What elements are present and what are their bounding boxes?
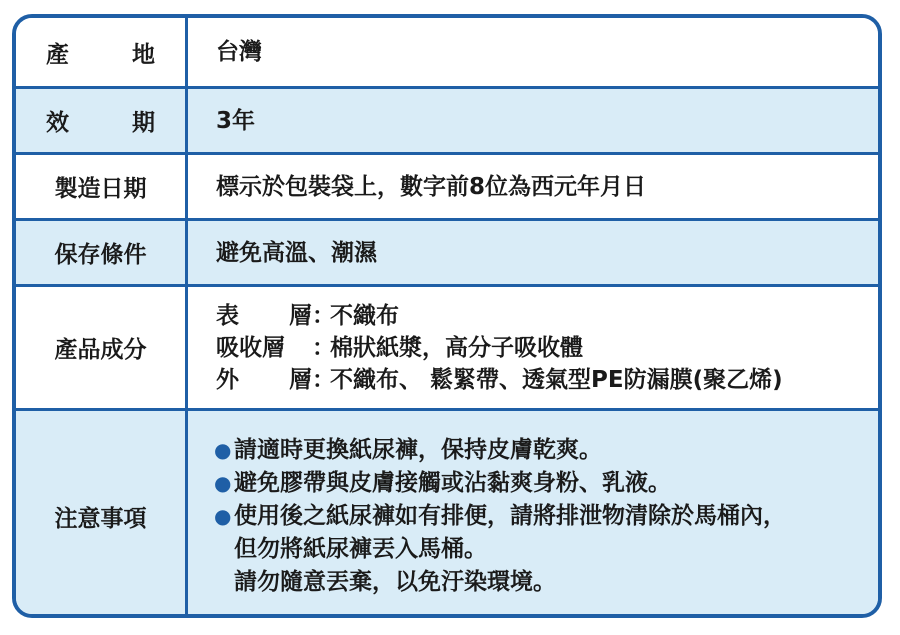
validity-label — [16, 89, 188, 152]
row-ingredients — [16, 284, 878, 408]
ingredient-key-char-2: 層 — [289, 366, 312, 393]
ingredient-colon: ： — [312, 334, 335, 361]
mfg-date-value: 標示於包裝袋上，數字前8位為西元年月日 — [216, 173, 647, 200]
bullet-icon: ● — [214, 438, 232, 462]
validity-label-char-2: 期 — [132, 110, 155, 136]
ingredient-key — [216, 364, 312, 396]
validity-label-char-1: 效 — [46, 110, 69, 136]
note-continuation: 請勿隨意丟棄，以免汙染環境。 — [234, 569, 556, 595]
row-storage — [16, 218, 878, 284]
note-text: 使用後之紙尿褲如有排便，請將排泄物清除於馬桶內， — [234, 503, 786, 529]
ingredient-item — [216, 332, 878, 364]
ingredient-item — [216, 364, 878, 396]
mfg-date-label: 製造日期 — [16, 155, 188, 218]
validity-value: 3年 — [216, 107, 256, 134]
row-validity — [16, 86, 878, 152]
bullet-icon: ● — [214, 471, 232, 495]
storage-value: 避免高溫、潮濕 — [216, 239, 377, 266]
bullet-icon: ● — [214, 504, 232, 528]
row-notes — [16, 408, 878, 618]
ingredient-key — [216, 300, 312, 332]
notes-label: 注意事項 — [16, 411, 188, 618]
ingredient-value: 不織布 — [330, 302, 399, 329]
note-item — [214, 434, 878, 467]
notes-list — [188, 411, 878, 618]
row-origin — [16, 18, 878, 86]
ingredient-key-char-1: 外 — [216, 366, 239, 393]
ingredients-list — [188, 287, 878, 408]
note-text: 避免膠帶與皮膚接觸或沾黏爽身粉、乳液。 — [234, 470, 671, 496]
ingredient-value: 不織布、 鬆緊帶、透氣型PE防漏膜(聚乙烯) — [330, 366, 783, 393]
origin-label-char-2: 地 — [132, 41, 155, 68]
ingredient-key-char-1: 表 — [216, 302, 239, 329]
note-continuation: 但勿將紙尿褲丟入馬桶。 — [234, 536, 487, 562]
ingredient-key: 吸收層 — [216, 334, 285, 361]
product-info-table — [12, 14, 882, 618]
ingredient-key-char-2: 層 — [289, 302, 312, 329]
note-item — [214, 500, 878, 533]
row-mfg-date — [16, 152, 878, 218]
ingredient-value: 棉狀紙漿，高分子吸收體 — [330, 334, 583, 361]
origin-value: 台灣 — [216, 39, 262, 65]
ingredients-label: 產品成分 — [16, 287, 188, 408]
storage-label: 保存條件 — [16, 221, 188, 284]
ingredient-item — [216, 300, 878, 332]
ingredient-colon: ： — [312, 366, 335, 393]
note-text: 請適時更換紙尿褲，保持皮膚乾爽。 — [234, 437, 602, 463]
origin-label — [16, 18, 188, 86]
origin-label-char-1: 產 — [46, 41, 69, 68]
ingredient-colon: ： — [312, 302, 335, 329]
note-item — [214, 467, 878, 500]
